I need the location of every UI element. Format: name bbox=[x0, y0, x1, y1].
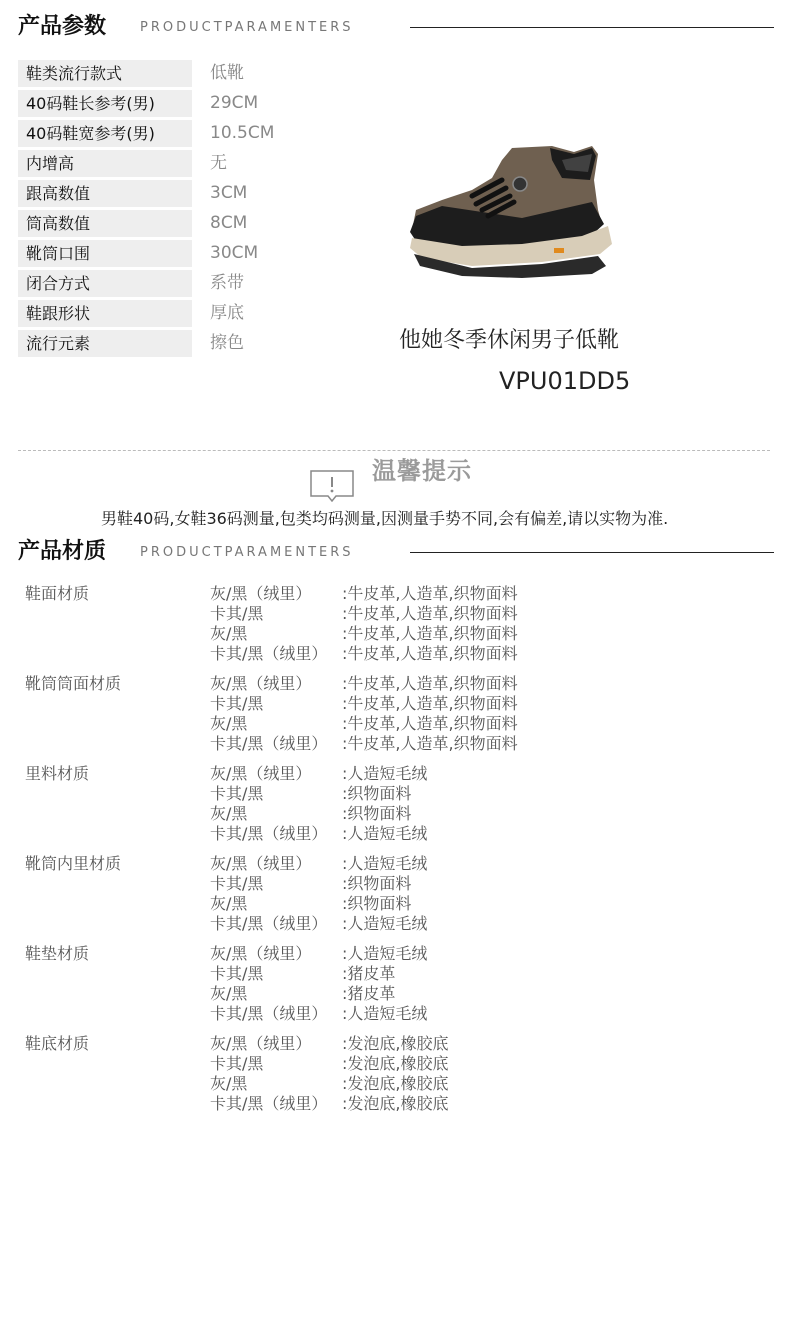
param-row bbox=[18, 90, 318, 117]
param-label: 闭合方式 bbox=[18, 270, 192, 297]
section-divider bbox=[410, 27, 774, 28]
material-value: :发泡底,橡胶底 bbox=[342, 1034, 449, 1053]
material-category: 靴筒内里材质 bbox=[25, 854, 122, 873]
section-subtitle: PRODUCTPARAMENTERS bbox=[140, 20, 354, 35]
material-color: 卡其/黑 bbox=[210, 1054, 264, 1073]
material-value: :牛皮革,人造革,织物面料 bbox=[342, 694, 518, 713]
param-label: 筒高数值 bbox=[18, 210, 192, 237]
material-color: 灰/黑 bbox=[210, 984, 248, 1003]
material-value: :牛皮革,人造革,织物面料 bbox=[342, 734, 518, 753]
material-category: 靴筒筒面材质 bbox=[25, 674, 122, 693]
material-color: 灰/黑 bbox=[210, 804, 248, 823]
material-color: 灰/黑 bbox=[210, 1074, 248, 1093]
notice-title: 温馨提示 bbox=[372, 457, 472, 485]
material-color: 卡其/黑 bbox=[210, 784, 264, 803]
material-group bbox=[0, 944, 790, 1024]
material-color: 卡其/黑（绒里） bbox=[210, 1094, 328, 1113]
param-label: 鞋跟形状 bbox=[18, 300, 192, 327]
product-image bbox=[402, 140, 617, 295]
material-value: :人造短毛绒 bbox=[342, 824, 428, 843]
material-value: :牛皮革,人造革,织物面料 bbox=[342, 674, 518, 693]
material-value: :牛皮革,人造革,织物面料 bbox=[342, 584, 518, 603]
product-name: 他她冬季休闲男子低靴 bbox=[399, 328, 620, 353]
material-group bbox=[0, 854, 790, 934]
material-color: 卡其/黑（绒里） bbox=[210, 644, 328, 663]
param-value: 擦色 bbox=[210, 333, 244, 353]
material-color: 灰/黑 bbox=[210, 714, 248, 733]
material-value: :人造短毛绒 bbox=[342, 944, 428, 963]
material-color: 灰/黑（绒里） bbox=[210, 944, 312, 963]
material-color: 灰/黑 bbox=[210, 894, 248, 913]
param-label: 靴筒口围 bbox=[18, 240, 192, 267]
material-color: 灰/黑（绒里） bbox=[210, 674, 312, 693]
material-value: :猪皮革 bbox=[342, 984, 396, 1003]
param-row bbox=[18, 120, 318, 147]
param-label: 跟高数值 bbox=[18, 180, 192, 207]
param-label: 内增高 bbox=[18, 150, 192, 177]
material-group bbox=[0, 1034, 790, 1114]
dashed-divider bbox=[18, 450, 770, 451]
section-divider bbox=[410, 552, 774, 553]
material-group bbox=[0, 674, 790, 754]
notice-text: 男鞋40码,女鞋36码测量,包类均码测量,因测量手势不同,会有偏差,请以实物为准. bbox=[101, 509, 669, 528]
param-row bbox=[18, 330, 318, 357]
section-header-params bbox=[18, 12, 774, 46]
section-title: 产品参数 bbox=[18, 14, 107, 39]
material-group bbox=[0, 584, 790, 664]
param-label: 40码鞋宽参考(男) bbox=[18, 120, 192, 147]
material-color: 灰/黑（绒里） bbox=[210, 764, 312, 783]
material-value: :牛皮革,人造革,织物面料 bbox=[342, 644, 518, 663]
material-value: :牛皮革,人造革,织物面料 bbox=[342, 714, 518, 733]
material-group bbox=[0, 764, 790, 844]
section-header-materials bbox=[18, 537, 774, 571]
material-value: :织物面料 bbox=[342, 784, 412, 803]
material-color: 卡其/黑 bbox=[210, 964, 264, 983]
param-value: 8CM bbox=[210, 213, 248, 233]
material-value: :牛皮革,人造革,织物面料 bbox=[342, 624, 518, 643]
param-value: 10.5CM bbox=[210, 123, 275, 143]
product-code: VPU01DD5 bbox=[499, 367, 631, 395]
param-row bbox=[18, 60, 318, 87]
param-value: 厚底 bbox=[210, 303, 244, 323]
section-subtitle: PRODUCTPARAMENTERS bbox=[140, 545, 354, 560]
material-color: 灰/黑（绒里） bbox=[210, 1034, 312, 1053]
material-value: :人造短毛绒 bbox=[342, 764, 428, 783]
material-category: 鞋底材质 bbox=[25, 1034, 90, 1053]
material-value: :织物面料 bbox=[342, 874, 412, 893]
material-value: :猪皮革 bbox=[342, 964, 396, 983]
param-row bbox=[18, 210, 318, 237]
param-row bbox=[18, 180, 318, 207]
material-value: :发泡底,橡胶底 bbox=[342, 1074, 449, 1093]
param-label: 40码鞋长参考(男) bbox=[18, 90, 192, 117]
material-value: :织物面料 bbox=[342, 894, 412, 913]
param-row bbox=[18, 270, 318, 297]
material-color: 卡其/黑（绒里） bbox=[210, 824, 328, 843]
material-value: :牛皮革,人造革,织物面料 bbox=[342, 604, 518, 623]
material-color: 灰/黑（绒里） bbox=[210, 854, 312, 873]
material-color: 灰/黑（绒里） bbox=[210, 584, 312, 603]
material-color: 灰/黑 bbox=[210, 624, 248, 643]
material-color: 卡其/黑（绒里） bbox=[210, 1004, 328, 1023]
param-row bbox=[18, 150, 318, 177]
material-value: :发泡底,橡胶底 bbox=[342, 1094, 449, 1113]
material-value: :织物面料 bbox=[342, 804, 412, 823]
material-color: 卡其/黑（绒里） bbox=[210, 914, 328, 933]
material-category: 鞋垫材质 bbox=[25, 944, 90, 963]
param-value: 系带 bbox=[210, 273, 244, 293]
material-value: :人造短毛绒 bbox=[342, 914, 428, 933]
param-value: 3CM bbox=[210, 183, 248, 203]
param-value: 无 bbox=[210, 153, 227, 173]
param-label: 鞋类流行款式 bbox=[18, 60, 192, 87]
exclamation-bubble-icon bbox=[310, 470, 354, 502]
material-category: 鞋面材质 bbox=[25, 584, 90, 603]
param-value: 30CM bbox=[210, 243, 259, 263]
material-color: 卡其/黑 bbox=[210, 694, 264, 713]
material-color: 卡其/黑（绒里） bbox=[210, 734, 328, 753]
param-label: 流行元素 bbox=[18, 330, 192, 357]
param-value: 29CM bbox=[210, 93, 259, 113]
material-category: 里料材质 bbox=[25, 764, 90, 783]
material-color: 卡其/黑 bbox=[210, 874, 264, 893]
section-title: 产品材质 bbox=[18, 539, 107, 564]
param-row bbox=[18, 300, 318, 327]
param-value: 低靴 bbox=[210, 63, 244, 83]
material-value: :人造短毛绒 bbox=[342, 1004, 428, 1023]
material-value: :人造短毛绒 bbox=[342, 854, 428, 873]
material-color: 卡其/黑 bbox=[210, 604, 264, 623]
param-row bbox=[18, 240, 318, 267]
material-value: :发泡底,橡胶底 bbox=[342, 1054, 449, 1073]
